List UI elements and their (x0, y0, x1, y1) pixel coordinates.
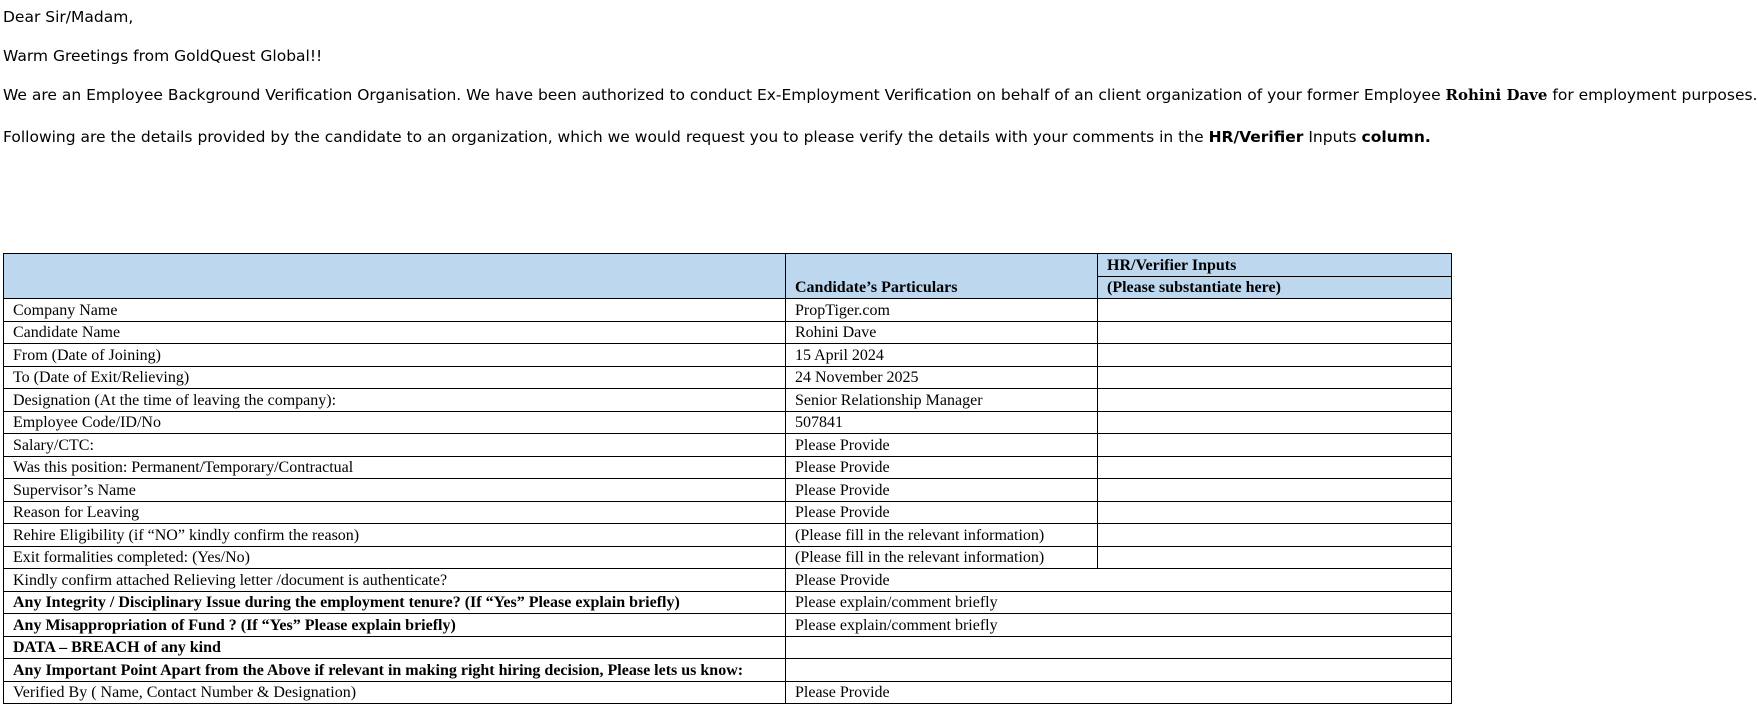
row-verifier-input[interactable] (1098, 411, 1452, 434)
row-wide-value[interactable]: Please explain/comment briefly (786, 614, 1452, 637)
header-blank-cell (4, 254, 786, 299)
row-candidate-value: 507841 (786, 411, 1098, 434)
employee-name: Rohini Dave (1445, 86, 1548, 104)
table-row (4, 366, 1452, 389)
row-verifier-input[interactable] (1098, 389, 1452, 412)
row-label: Candidate Name (4, 321, 786, 344)
verification-table (3, 253, 1452, 704)
table-row (4, 321, 1452, 344)
intro-paragraph (3, 86, 1758, 104)
table-header-row (4, 254, 1452, 277)
row-candidate-value: (Please fill in the relevant information) (786, 524, 1098, 547)
follow-end: column. (1361, 128, 1431, 146)
row-verifier-input[interactable] (1098, 524, 1452, 547)
row-verifier-input[interactable] (1098, 546, 1452, 569)
table-row (4, 591, 1452, 614)
table-row (4, 434, 1452, 457)
row-verifier-input[interactable] (1098, 299, 1452, 322)
row-candidate-value: Please Provide (786, 479, 1098, 502)
row-label: Verified By ( Name, Contact Number & Designation) (4, 681, 786, 704)
row-label: Designation (At the time of leaving the company): (4, 389, 786, 412)
row-verifier-input[interactable] (1098, 456, 1452, 479)
table-row (4, 299, 1452, 322)
row-verifier-input[interactable] (1098, 366, 1452, 389)
row-label: Salary/CTC: (4, 434, 786, 457)
row-label: Company Name (4, 299, 786, 322)
follow-bold: HR/Verifier (1208, 128, 1304, 146)
follow-mid: Inputs (1308, 128, 1357, 146)
table-row (4, 659, 1452, 682)
table-row (4, 456, 1452, 479)
row-label: Exit formalities completed: (Yes/No) (4, 546, 786, 569)
row-label: Kindly confirm attached Relieving letter /document is authenticate? (4, 569, 786, 592)
row-label: From (Date of Joining) (4, 344, 786, 367)
row-label: To (Date of Exit/Relieving) (4, 366, 786, 389)
header-verifier-title: HR/Verifier Inputs (1098, 254, 1452, 277)
table-row (4, 479, 1452, 502)
intro-after: for employment purposes. (1552, 86, 1758, 104)
row-candidate-value: Please Provide (786, 501, 1098, 524)
row-candidate-value: Rohini Dave (786, 321, 1098, 344)
intro-before: We are an Employee Background Verification Organisation. We have been authorized to conduct Ex-Employment Verification on behalf of an client organization of your former Employee (3, 86, 1441, 104)
table-row (4, 681, 1452, 704)
row-label: Supervisor’s Name (4, 479, 786, 502)
row-candidate-value: 15 April 2024 (786, 344, 1098, 367)
row-label: Employee Code/ID/No (4, 411, 786, 434)
row-candidate-value: Please Provide (786, 434, 1098, 457)
table-row (4, 501, 1452, 524)
row-candidate-value: Senior Relationship Manager (786, 389, 1098, 412)
row-candidate-value: PropTiger.com (786, 299, 1098, 322)
row-label: Reason for Leaving (4, 501, 786, 524)
row-wide-value[interactable] (786, 659, 1452, 682)
table-row (4, 546, 1452, 569)
row-wide-value[interactable]: Please explain/comment briefly (786, 591, 1452, 614)
follow-paragraph (3, 128, 1431, 146)
row-label: Any Important Point Apart from the Above if relevant in making right hiring decision, Please lets us know: (4, 659, 786, 682)
warm-greeting: Warm Greetings from GoldQuest Global!! (3, 47, 323, 65)
row-wide-value[interactable]: Please Provide (786, 681, 1452, 704)
row-label: Any Misappropriation of Fund ? (If “Yes” Please explain briefly) (4, 614, 786, 637)
greeting: Dear Sir/Madam, (3, 8, 134, 26)
table-row (4, 344, 1452, 367)
row-label: Rehire Eligibility (if “NO” kindly confirm the reason) (4, 524, 786, 547)
header-particulars: Candidate’s Particulars (786, 254, 1098, 299)
row-wide-value[interactable]: Please Provide (786, 569, 1452, 592)
row-verifier-input[interactable] (1098, 344, 1452, 367)
row-label: Any Integrity / Disciplinary Issue during the employment tenure? (If “Yes” Please explain briefly) (4, 591, 786, 614)
follow-before: Following are the details provided by the candidate to an organization, which we would request you to please verify the details with your comments in the (3, 128, 1204, 146)
row-wide-value[interactable] (786, 636, 1452, 659)
row-label: Was this position: Permanent/Temporary/Contractual (4, 456, 786, 479)
row-verifier-input[interactable] (1098, 479, 1452, 502)
table-row (4, 569, 1452, 592)
table-row (4, 411, 1452, 434)
row-verifier-input[interactable] (1098, 434, 1452, 457)
table-row (4, 636, 1452, 659)
row-verifier-input[interactable] (1098, 501, 1452, 524)
header-verifier-sub: (Please substantiate here) (1098, 276, 1452, 299)
row-verifier-input[interactable] (1098, 321, 1452, 344)
table-row (4, 524, 1452, 547)
row-candidate-value: Please Provide (786, 456, 1098, 479)
row-candidate-value: (Please fill in the relevant information) (786, 546, 1098, 569)
row-label: DATA – BREACH of any kind (4, 636, 786, 659)
row-candidate-value: 24 November 2025 (786, 366, 1098, 389)
table-row (4, 614, 1452, 637)
table-row (4, 389, 1452, 412)
